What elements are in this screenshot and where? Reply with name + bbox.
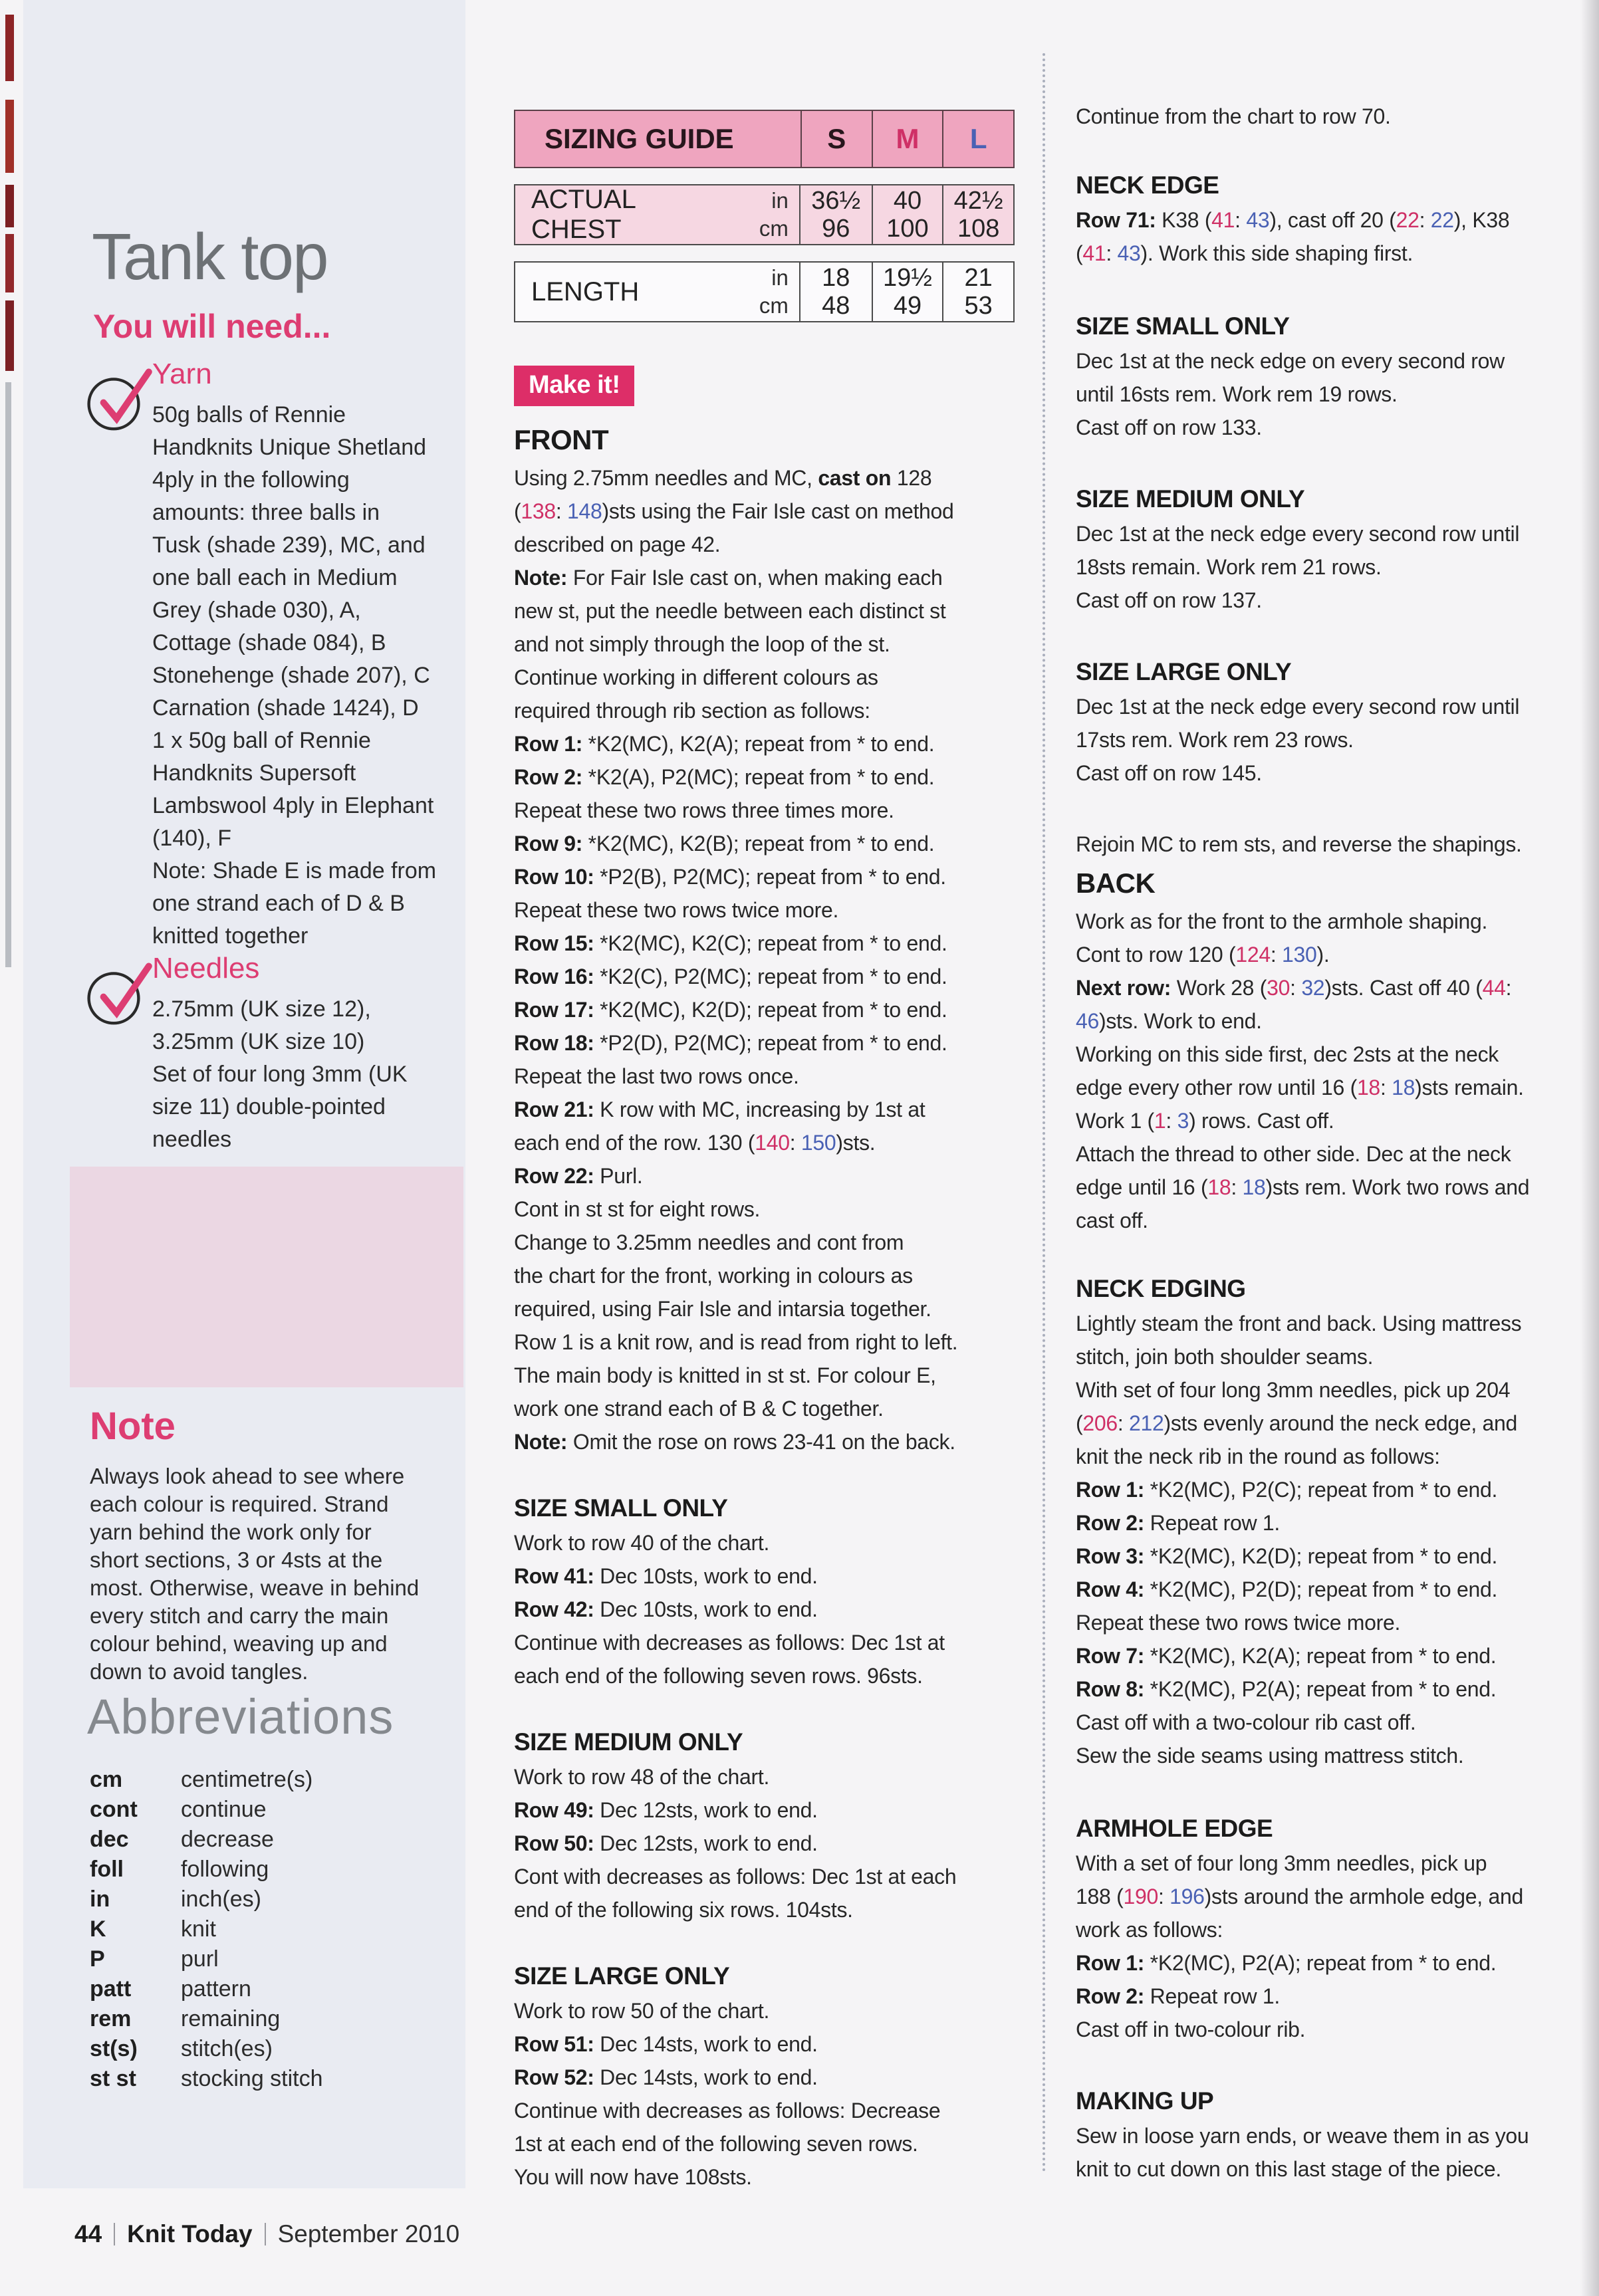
abbreviation-term: dec [90,1827,129,1852]
needles-description [152,993,457,1156]
neck-edging-section [1076,1275,1521,1772]
size-medium-section-right [1076,485,1519,617]
text-line: Lambswool 4ply in Elephant [152,793,434,818]
size-large-section [514,1962,940,2194]
text-line: Cast off on row 137. [1076,588,1262,612]
text-line: Dec 1st at the neck edge every second row until [1076,695,1520,719]
text-line: Row 18: *P2(D), P2(MC); repeat from * to end. [514,1031,947,1055]
value: 18 [822,264,850,292]
text-line: 46)sts. Work to end. [1076,1009,1262,1033]
text-line: needles [152,1127,232,1152]
text-line: yarn behind the work only for [90,1520,372,1544]
magazine-name: Knit Today [127,2220,253,2247]
page-footer [74,2220,459,2248]
size-m-header: M [872,111,943,167]
value: 53 [964,292,993,320]
text-line: knit to cut down on this last stage of the piece. [1076,2157,1501,2181]
neck-edging-instructions [1076,1307,1521,1772]
you-will-need-heading: You will need... [93,308,331,345]
neck-edge-section [1076,172,1509,270]
text-line: colour behind, weaving up and [90,1631,388,1656]
show-through-box [70,1167,463,1387]
text-line: Row 50: Dec 12sts, work to end. [514,1831,818,1855]
abbreviation-row [90,1946,462,1976]
abbreviation-row [90,1887,462,1916]
front-section [514,424,957,1458]
abbreviation-term: cont [90,1797,138,1822]
value: 48 [822,292,850,320]
text-line: Sew in loose yarn ends, or weave them in as you [1076,2124,1529,2148]
back-heading: BACK [1076,867,1156,899]
text-line: The main body is knitted in st st. For colour E, [514,1363,936,1387]
text-line: stitch, join both shoulder seams. [1076,1345,1374,1369]
text-line: Row 51: Dec 14sts, work to end. [514,2032,818,2056]
make-it-badge: Make it! [514,366,634,406]
text-line: 50g balls of Rennie [152,402,346,427]
text-line: 3.25mm (UK size 10) [152,1029,365,1054]
length-l-values [942,263,1013,321]
text-line: With set of four long 3mm needles, pick up 204 [1076,1378,1511,1402]
text-line: Continue with decreases as follows: Dec 1st at [514,1631,945,1655]
chest-l-values [942,185,1013,244]
size-large-heading: SIZE LARGE ONLY [514,1962,730,1990]
abbreviation-term: st st [90,2066,136,2091]
abbreviation-term: in [90,1887,110,1912]
text-line: most. Otherwise, weave in behind [90,1575,420,1600]
armhole-edge-heading: ARMHOLE EDGE [1076,1815,1273,1842]
size-small-instructions [1076,344,1505,444]
text-line: Row 3: *K2(MC), K2(D); repeat from * to end. [1076,1544,1498,1568]
text-line: Continue with decreases as follows: Decrease [514,2099,941,2123]
text-line: Using 2.75mm needles and MC, cast on 128 [514,466,932,490]
text-line: 18sts remain. Work rem 21 rows. [1076,555,1382,579]
text-line: cast off. [1076,1208,1148,1232]
text-line: Cont with decreases as follows: Dec 1st at each [514,1865,957,1889]
text-line: end of the following six rows. 104sts. [514,1898,853,1922]
back-instructions [1076,905,1529,1237]
text-line: Work 1 (1: 3) rows. Cast off. [1076,1109,1334,1133]
size-large-instructions [1076,690,1519,790]
text-line: Work to row 48 of the chart. [514,1765,770,1789]
text-line: work one strand each of B & C together. [514,1397,884,1421]
text-line: Repeat the last two rows once. [514,1064,799,1088]
text-line: short sections, 3 or 4sts at the [90,1548,383,1572]
text-line: Row 1 is a knit row, and is read from right to left. [514,1330,958,1354]
footer-divider [114,2223,115,2245]
size-small-heading: SIZE SMALL ONLY [1076,312,1290,340]
abbreviation-term: cm [90,1767,123,1792]
text-line: Dec 1st at the neck edge every second row until [1076,522,1520,546]
needles-heading: Needles [152,952,260,984]
text-line: Row 8: *K2(MC), P2(A); repeat from * to end. [1076,1677,1497,1701]
text-line: Work to row 50 of the chart. [514,1999,770,2023]
rejoin-note [1076,828,1522,861]
front-instructions [514,461,957,1458]
text-line: one strand each of D & B [152,891,405,916]
front-heading: FRONT [514,424,609,455]
abbreviation-meaning: following [181,1857,269,1882]
text-line: Row 10: *P2(B), P2(MC); repeat from * to end. [514,865,946,889]
text-line: edge every other row until 16 (18: 18)sts remain. [1076,1076,1524,1099]
text-line: Cont in st st for eight rows. [514,1197,761,1221]
length-s-values [800,263,872,321]
sizing-guide-table [514,110,1015,322]
text-line: work as follows: [1076,1918,1223,1942]
needles-section [84,952,457,1156]
text-line: 2.75mm (UK size 12), [152,996,371,1022]
abbreviation-meaning: centimetre(s) [181,1767,313,1792]
text-line: Repeat these two rows twice more. [514,898,839,922]
length-m-values [872,263,943,321]
size-medium-heading: SIZE MEDIUM ONLY [1076,485,1305,513]
footer-divider [265,2223,266,2245]
abbreviation-meaning: stocking stitch [181,2066,323,2091]
text-line: Set of four long 3mm (UK [152,1062,408,1087]
text-line: Row 2: Repeat row 1. [1076,1511,1281,1535]
yarn-description [152,399,457,953]
abbreviations-list [90,1767,462,2096]
text-line: amounts: three balls in [152,500,380,525]
text-line: Cast off on row 133. [1076,415,1262,439]
text-line: Sew the side seams using mattress stitch. [1076,1744,1464,1768]
value: 108 [957,215,1000,243]
abbreviation-meaning: purl [181,1946,219,1972]
text-line: Row 22: Purl. [514,1164,643,1188]
text-line: required, using Fair Isle and intarsia together. [514,1297,931,1321]
abbreviation-meaning: remaining [181,2006,281,2031]
abbreviation-row [90,1827,462,1857]
text-line: Carnation (shade 1424), D [152,695,419,721]
text-line: 1 x 50g ball of Rennie [152,728,371,753]
text-line: size 11) double-pointed [152,1094,386,1119]
text-line: Row 71: K38 (41: 43), cast off 20 (22: 22), K38 [1076,208,1510,232]
text-line: Handknits Supersoft [152,760,356,786]
text-line: Rejoin MC to rem sts, and reverse the shapings. [1076,832,1522,856]
text-line: Change to 3.25mm needles and cont from [514,1230,904,1254]
row-units [714,263,800,321]
row-label: ACTUAL CHEST [531,185,636,244]
text-line: 188 (190: 196)sts around the armhole edge, and [1076,1885,1523,1908]
abbreviation-row [90,2066,462,2096]
text-line: (206: 212)sts evenly around the neck edge, and [1076,1411,1518,1435]
text-line: You will now have 108sts. [514,2165,752,2189]
text-line: Lightly steam the front and back. Using mattress [1076,1312,1522,1335]
making-up-instructions [1076,2119,1529,2186]
armhole-edge-section [1076,1815,1523,2046]
text-line: Always look ahead to see where [90,1464,405,1488]
text-line: Row 52: Dec 14sts, work to end. [514,2065,818,2089]
text-line: Row 1: *K2(MC), P2(C); repeat from * to end. [1076,1478,1498,1502]
text-line: each colour is required. Strand [90,1492,389,1516]
text-line: Work to row 40 of the chart. [514,1531,770,1555]
length-row [514,261,1015,322]
chest-m-values [872,185,943,244]
abbreviation-row [90,1857,462,1887]
abbreviation-row [90,1916,462,1946]
value: 42½ [953,187,1003,215]
text-line: Row 7: *K2(MC), K2(A); repeat from * to end. [1076,1644,1497,1668]
text-line: Cottage (shade 084), B [152,630,386,655]
text-line: Row 1: *K2(MC), P2(A); repeat from * to end. [1076,1951,1497,1975]
text-line: 1st at each end of the following seven rows. [514,2132,918,2156]
text-line: the chart for the front, working in colours as [514,1264,913,1288]
text-line: and not simply through the loop of the st. [514,632,890,656]
text-line: Cont to row 120 (124: 130). [1076,943,1330,967]
text-line: Dec 1st at the neck edge on every second row [1076,349,1505,373]
making-up-heading: MAKING UP [1076,2087,1214,2115]
back-section [1076,867,1529,1237]
text-line: Row 2: *K2(A), P2(MC); repeat from * to end. [514,765,935,789]
note-text [90,1462,465,1686]
abbreviation-meaning: decrease [181,1827,274,1852]
abbreviation-term: rem [90,2006,132,2031]
size-s-header: S [800,111,872,167]
abbreviation-term: foll [90,1857,124,1882]
text-line: Row 42: Dec 10sts, work to end. [514,1597,818,1621]
text-line: Grey (shade 030), A, [152,598,361,623]
spine-marks [0,0,20,2296]
abbreviation-meaning: stitch(es) [181,2036,273,2061]
checkmark-icon [84,362,158,435]
text-line: required through rib section as follows: [514,699,870,723]
abbreviation-row [90,1976,462,2006]
value: 36½ [811,187,861,215]
size-medium-section [514,1728,956,1926]
text-line: each end of the following seven rows. 96sts. [514,1664,923,1688]
text-line: Next row: Work 28 (30: 32)sts. Cast off 40 (44: [1076,976,1512,1000]
text-line: each end of the row. 130 (140: 150)sts. [514,1131,876,1155]
abbreviation-meaning: inch(es) [181,1887,261,1912]
unit-cm: cm [759,293,789,318]
text-line: Stonehenge (shade 207), C [152,663,430,688]
column-divider [1043,53,1045,2174]
text-line: Row 2: Repeat row 1. [1076,1984,1281,2008]
making-up-section [1076,2087,1529,2186]
text-line: 4ply in the following [152,467,350,493]
abbreviation-term: P [90,1946,105,1972]
text-line: (140), F [152,826,232,851]
text-line: Row 9: *K2(MC), K2(B); repeat from * to end. [514,832,935,856]
unit-cm: cm [759,216,789,241]
text-line: Handknits Unique Shetland [152,435,427,460]
text-line: Cast off with a two-colour rib cast off. [1076,1710,1416,1734]
unit-in: in [771,188,789,213]
size-large-section-right [1076,658,1519,790]
size-l-header: L [942,111,1013,167]
chest-s-values [800,185,872,244]
text-line: Working on this side first, dec 2sts at the neck [1076,1042,1499,1066]
text-line: Row 16: *K2(C), P2(MC); repeat from * to end. [514,965,947,988]
text-line: knitted together [152,923,308,949]
abbreviation-row [90,2006,462,2036]
neck-edge-instructions [1076,203,1509,270]
armhole-edge-instructions [1076,1847,1523,2046]
abbreviation-meaning: knit [181,1916,216,1942]
value: 19½ [882,264,932,292]
value: 40 [893,187,922,215]
text-line: Continue from the chart to row 70. [1076,104,1391,128]
value: 49 [893,292,922,320]
text-line: Row 49: Dec 12sts, work to end. [514,1798,818,1822]
abbreviation-term: patt [90,1976,132,2002]
text-line: (138: 148)sts using the Fair Isle cast on method [514,499,954,523]
value: 96 [822,215,850,243]
actual-chest-row [514,184,1015,245]
size-large-instructions [514,1994,940,2194]
size-medium-heading: SIZE MEDIUM ONLY [514,1728,743,1756]
text-line: new st, put the needle between each distinct st [514,599,946,623]
text-line: Work as for the front to the armhole shaping. [1076,909,1488,933]
row-units [714,185,800,244]
text-line: Attach the thread to other side. Dec at the neck [1076,1142,1511,1166]
text-line: Note: For Fair Isle cast on, when making each [514,566,943,590]
size-small-heading: SIZE SMALL ONLY [514,1494,728,1522]
yarn-heading: Yarn [152,358,212,390]
page-number: 44 [74,2220,102,2247]
text-line: knit the neck rib in the round as follows: [1076,1444,1440,1468]
text-line: until 16sts rem. Work rem 19 rows. [1076,382,1398,406]
text-line: Note: Shade E is made from [152,858,437,883]
abbreviation-row [90,1767,462,1797]
row-label: LENGTH [531,277,640,306]
size-medium-instructions [514,1760,956,1926]
text-line: every stitch and carry the main [90,1603,389,1628]
abbreviation-meaning: pattern [181,1976,251,2002]
yarn-section [84,358,457,953]
text-line: Row 15: *K2(MC), K2(C); repeat from * to end. [514,931,947,955]
neck-edge-heading: NECK EDGE [1076,172,1219,199]
text-line: (41: 43). Work this side shaping first. [1076,241,1414,265]
text-line: Repeat these two rows twice more. [1076,1611,1401,1635]
page-title: Tank top [92,220,328,293]
sizing-guide-title: SIZING GUIDE [545,123,734,154]
abbreviation-meaning: continue [181,1797,267,1822]
issue-date: September 2010 [277,2220,460,2247]
text-line: Row 1: *K2(MC), K2(A); repeat from * to end. [514,732,935,756]
text-line: With a set of four long 3mm needles, pick up [1076,1851,1487,1875]
text-line: edge until 16 (18: 18)sts rem. Work two rows and [1076,1175,1530,1199]
abbreviations-heading: Abbreviations [87,1689,394,1744]
sizing-table-header [514,110,1015,168]
page-edge-shadow [1580,0,1599,2296]
abbreviation-row [90,1797,462,1827]
neck-edging-heading: NECK EDGING [1076,1275,1246,1302]
text-line: 17sts rem. Work rem 23 rows. [1076,728,1354,752]
abbreviation-term: K [90,1916,106,1942]
text-line: described on page 42. [514,532,721,556]
text-line: Cast off on row 145. [1076,761,1262,785]
text-line: Cast off in two-colour rib. [1076,2017,1306,2041]
abbreviation-row [90,2036,462,2066]
text-line: one ball each in Medium [152,565,398,590]
text-line: down to avoid tangles. [90,1659,308,1684]
size-small-instructions [514,1526,945,1692]
text-line: Row 4: *K2(MC), P2(D); repeat from * to end. [1076,1577,1498,1601]
text-line: Row 17: *K2(MC), K2(D); repeat from * to end. [514,998,947,1022]
sidebar [23,0,465,2188]
abbreviation-term: st(s) [90,2036,138,2061]
unit-in: in [771,265,789,290]
size-medium-instructions [1076,517,1519,617]
text-line: Row 41: Dec 10sts, work to end. [514,1564,818,1588]
text-line: Row 21: K row with MC, increasing by 1st at [514,1097,925,1121]
note-heading: Note [90,1405,176,1448]
value: 21 [964,264,993,292]
chart-continue-note [1076,100,1391,133]
size-small-section [514,1494,945,1692]
checkmark-icon [84,956,158,1029]
text-line: Note: Omit the rose on rows 23-41 on the back. [514,1430,955,1454]
value: 100 [886,215,929,243]
size-large-heading: SIZE LARGE ONLY [1076,658,1292,685]
text-line: Continue working in different colours as [514,665,878,689]
text-line: Repeat these two rows three times more. [514,798,894,822]
text-line: Tusk (shade 239), MC, and [152,532,426,558]
size-small-section-right [1076,312,1505,444]
